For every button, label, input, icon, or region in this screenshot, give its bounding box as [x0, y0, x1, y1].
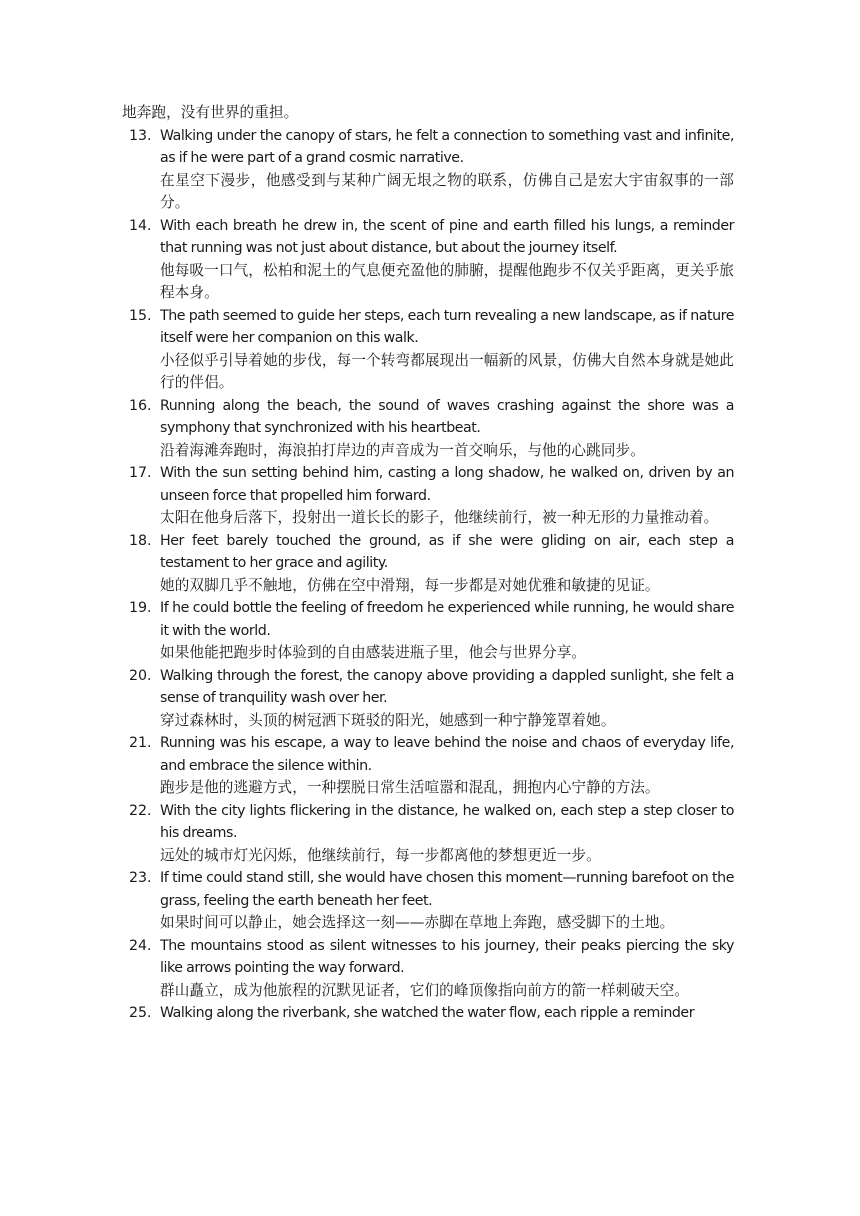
- sentence-list: [122, 125, 734, 1025]
- list-item: [122, 395, 734, 463]
- list-item: [122, 215, 734, 305]
- chinese-translation: 沿着海滩奔跑时，海浪拍打岸边的声音成为一首交响乐，与他的心跳同步。: [160, 441, 645, 459]
- list-item: [122, 462, 734, 530]
- chinese-translation: 穿过森林时，头顶的树冠洒下斑驳的阳光，她感到一种宁静笼罩着她。: [160, 711, 616, 729]
- english-sentence: With each breath he drew in, the scent of pine and earth filled his lungs, a reminder that running was not just about distance, but about the journey itself.: [160, 217, 734, 256]
- list-item: [122, 1002, 734, 1025]
- english-sentence: With the city lights flickering in the distance, he walked on, each step a step closer to his dreams.: [160, 802, 734, 841]
- item-number: 19.: [129, 600, 152, 616]
- item-number: 17.: [129, 465, 152, 481]
- chinese-translation: 远处的城市灯光闪烁，他继续前行，每一步都离他的梦想更近一步。: [160, 846, 601, 864]
- chinese-translation: 如果时间可以静止，她会选择这一刻——赤脚在草地上奔跑，感受脚下的土地。: [160, 914, 675, 931]
- english-sentence: Her feet barely touched the ground, as if she were gliding on air, each step a testament to her grace and agility.: [160, 532, 734, 571]
- english-sentence: If time could stand still, she would have chosen this moment—running barefoot on the grass, feeling the earth beneath her feet.: [160, 870, 734, 909]
- list-item: [122, 125, 734, 215]
- item-number: 20.: [129, 667, 152, 684]
- list-item: [122, 935, 734, 1003]
- english-sentence: Running along the beach, the sound of waves crashing against the shore was a symphony that synchronized with his heartbeat.: [160, 397, 734, 436]
- item-number: 21.: [129, 735, 152, 751]
- item-number: 24.: [129, 937, 152, 954]
- continuation-chinese-text: 地奔跑，没有世界的重担。: [122, 104, 299, 121]
- chinese-translation: 他每吸一口气，松柏和泥土的气息便充盈他的肺腑，提醒他跑步不仅关乎距离，更关乎旅程本身。: [160, 261, 734, 301]
- item-number: 23.: [129, 870, 152, 886]
- english-sentence: Walking through the forest, the canopy above providing a dappled sunlight, she felt a sense of tranquility wash over her.: [160, 667, 734, 706]
- list-item: [122, 597, 734, 665]
- english-sentence: Running was his escape, a way to leave behind the noise and chaos of everyday life, and embrace the silence within.: [160, 735, 734, 774]
- list-item: [122, 867, 734, 935]
- chinese-translation: 如果他能把跑步时体验到的自由感装进瓶子里，他会与世界分享。: [160, 644, 587, 661]
- chinese-translation: 在星空下漫步，他感受到与某种广阔无垠之物的联系，仿佛自己是宏大宇宙叙事的一部分。: [160, 171, 734, 211]
- english-sentence: The path seemed to guide her steps, each turn revealing a new landscape, as if nature itself were her companion on this walk.: [160, 307, 734, 346]
- chinese-translation: 她的双脚几乎不触地，仿佛在空中滑翔，每一步都是对她优雅和敏捷的见证。: [160, 576, 660, 594]
- chinese-translation: 群山矗立，成为他旅程的沉默见证者，它们的峰顶像指向前方的箭一样刺破天空。: [160, 981, 689, 999]
- item-number: 15.: [129, 307, 152, 324]
- list-item: [122, 732, 734, 800]
- list-item: [122, 305, 734, 395]
- english-sentence: With the sun setting behind him, casting a long shadow, he walked on, driven by an unseen force that propelled him forward.: [160, 465, 734, 504]
- document-body: [122, 102, 734, 1025]
- english-sentence: Walking under the canopy of stars, he felt a connection to something vast and infinite, as if he were part of a grand cosmic narrative.: [160, 127, 734, 166]
- list-item: [122, 800, 734, 868]
- item-number: 13.: [129, 127, 152, 144]
- list-item: [122, 530, 734, 598]
- item-number: 14.: [129, 217, 152, 234]
- chinese-translation: 太阳在他身后落下，投射出一道长长的影子，他继续前行，被一种无形的力量推动着。: [160, 509, 719, 526]
- item-number: 25.: [129, 1005, 152, 1021]
- item-number: 18.: [129, 532, 152, 549]
- list-item: [122, 665, 734, 733]
- chinese-translation: 跑步是他的逃避方式，一种摆脱日常生活喧嚣和混乱，拥抱内心宁静的方法。: [160, 779, 660, 796]
- item-number: 22.: [129, 802, 152, 819]
- english-sentence: If he could bottle the feeling of freedom he experienced while running, he would share it with the world.: [160, 600, 734, 639]
- chinese-translation: 小径似乎引导着她的步伐，每一个转弯都展现出一幅新的风景，仿佛大自然本身就是她此行的伴侣。: [160, 351, 734, 391]
- item-number: 16.: [129, 397, 152, 414]
- english-sentence: The mountains stood as silent witnesses to his journey, their peaks piercing the sky like arrows pointing the way forward.: [160, 937, 734, 976]
- english-sentence: Walking along the riverbank, she watched the water flow, each ripple a reminder: [160, 1005, 695, 1021]
